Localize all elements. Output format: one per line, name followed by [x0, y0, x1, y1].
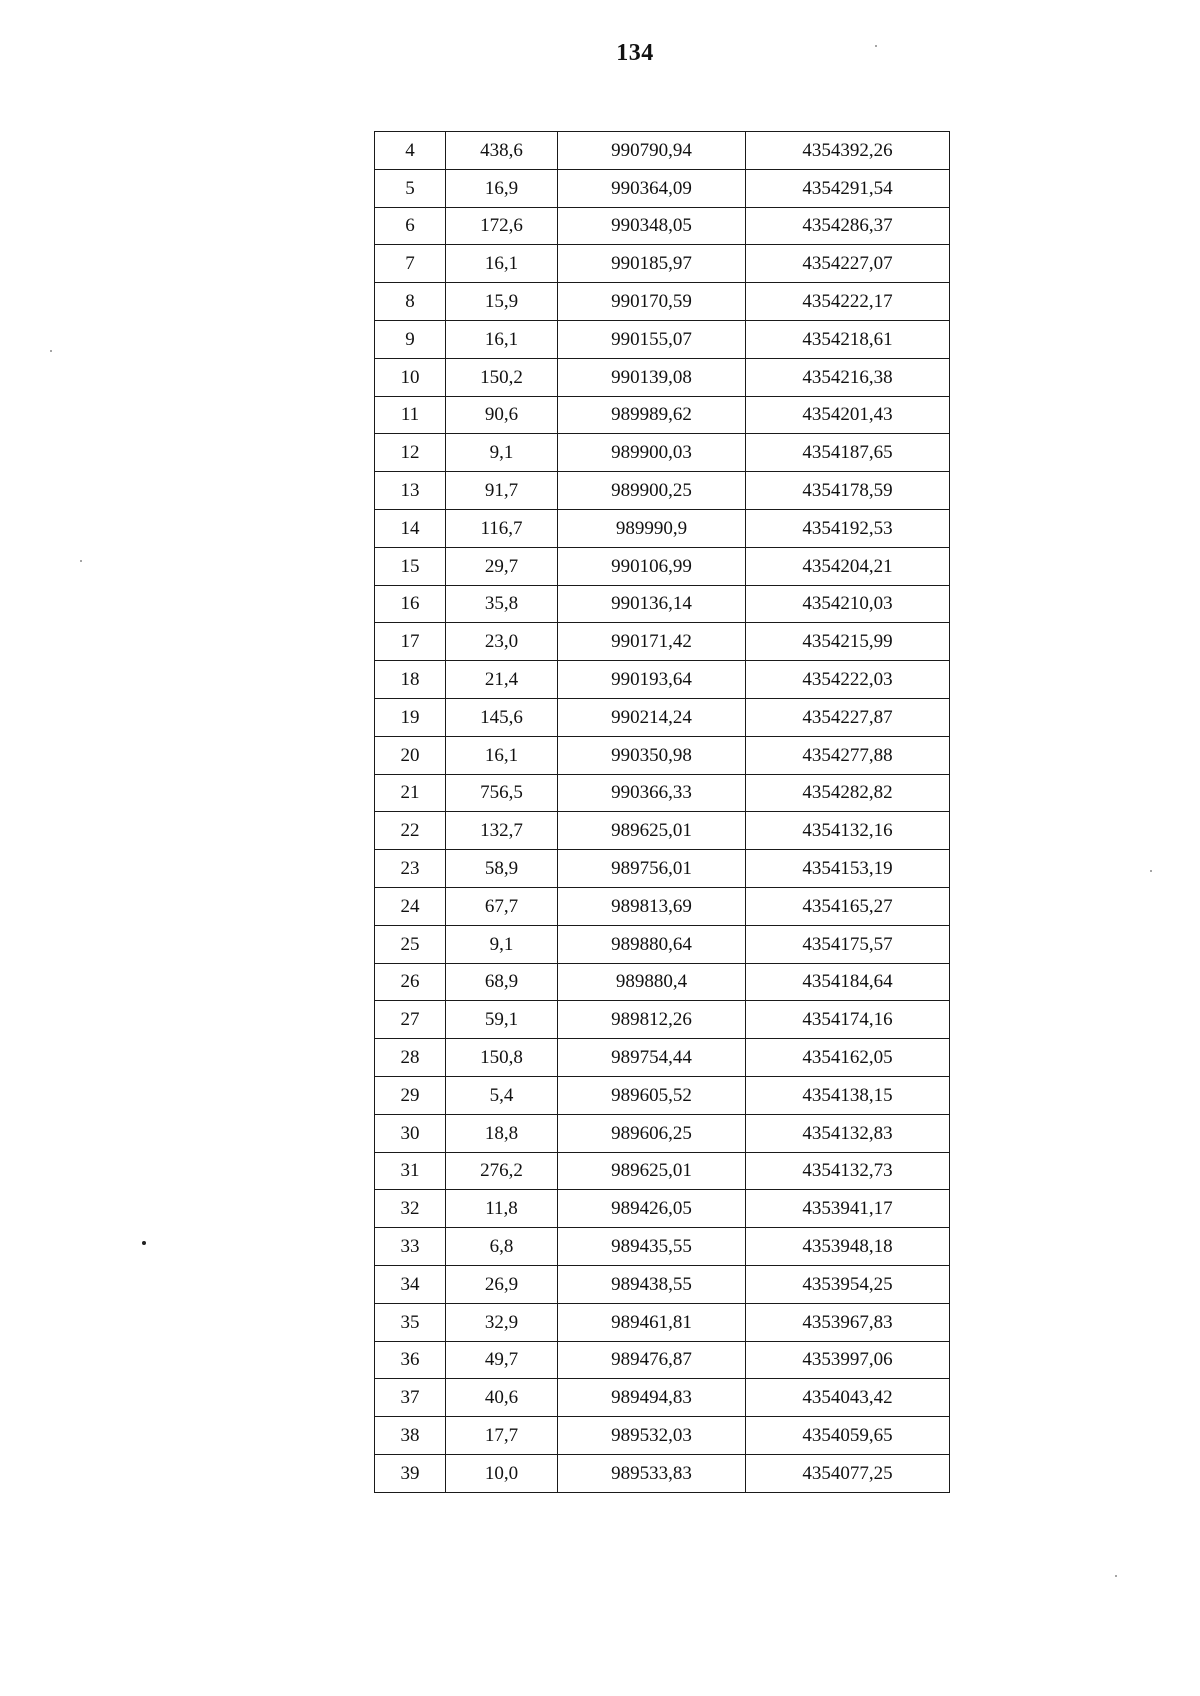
- x-coordinate-cell: 989989,62: [558, 396, 746, 434]
- y-coordinate-cell: 4354153,19: [746, 850, 950, 888]
- x-coordinate-cell: 989880,64: [558, 925, 746, 963]
- x-coordinate-cell: 990171,42: [558, 623, 746, 661]
- row-number-cell: 10: [375, 358, 446, 396]
- x-coordinate-cell: 989494,83: [558, 1379, 746, 1417]
- length-cell: 11,8: [446, 1190, 558, 1228]
- x-coordinate-cell: 990790,94: [558, 132, 746, 170]
- length-cell: 276,2: [446, 1152, 558, 1190]
- length-cell: 172,6: [446, 207, 558, 245]
- x-coordinate-cell: 989532,03: [558, 1417, 746, 1455]
- length-cell: 68,9: [446, 963, 558, 1001]
- length-cell: 49,7: [446, 1341, 558, 1379]
- row-number-cell: 36: [375, 1341, 446, 1379]
- length-cell: 29,7: [446, 547, 558, 585]
- x-coordinate-cell: 989625,01: [558, 1152, 746, 1190]
- y-coordinate-cell: 4354210,03: [746, 585, 950, 623]
- table-row: [375, 1228, 950, 1266]
- row-number-cell: 26: [375, 963, 446, 1001]
- y-coordinate-cell: 4354392,26: [746, 132, 950, 170]
- length-cell: 26,9: [446, 1265, 558, 1303]
- page-number: 134: [616, 40, 654, 66]
- row-number-cell: 15: [375, 547, 446, 585]
- row-number-cell: 11: [375, 396, 446, 434]
- x-coordinate-cell: 990136,14: [558, 585, 746, 623]
- table-row: [375, 1001, 950, 1039]
- x-coordinate-cell: 989880,4: [558, 963, 746, 1001]
- table-row: [375, 812, 950, 850]
- x-coordinate-cell: 989625,01: [558, 812, 746, 850]
- length-cell: 9,1: [446, 925, 558, 963]
- y-coordinate-cell: 4354077,25: [746, 1454, 950, 1492]
- y-coordinate-cell: 4353941,17: [746, 1190, 950, 1228]
- coordinates-table-container: [374, 131, 949, 1493]
- y-coordinate-cell: 4354132,73: [746, 1152, 950, 1190]
- row-number-cell: 33: [375, 1228, 446, 1266]
- length-cell: 16,1: [446, 320, 558, 358]
- y-coordinate-cell: 4354227,87: [746, 698, 950, 736]
- y-coordinate-cell: 4354291,54: [746, 169, 950, 207]
- table-row: [375, 925, 950, 963]
- x-coordinate-cell: 989900,25: [558, 472, 746, 510]
- y-coordinate-cell: 4354215,99: [746, 623, 950, 661]
- x-coordinate-cell: 989812,26: [558, 1001, 746, 1039]
- row-number-cell: 5: [375, 169, 446, 207]
- x-coordinate-cell: 989435,55: [558, 1228, 746, 1266]
- table-row: [375, 774, 950, 812]
- y-coordinate-cell: 4354132,83: [746, 1114, 950, 1152]
- table-row: [375, 1303, 950, 1341]
- length-cell: 9,1: [446, 434, 558, 472]
- table-row: [375, 1152, 950, 1190]
- length-cell: 756,5: [446, 774, 558, 812]
- row-number-cell: 14: [375, 509, 446, 547]
- x-coordinate-cell: 990350,98: [558, 736, 746, 774]
- y-coordinate-cell: 4354175,57: [746, 925, 950, 963]
- x-coordinate-cell: 990214,24: [558, 698, 746, 736]
- row-number-cell: 37: [375, 1379, 446, 1417]
- x-coordinate-cell: 989438,55: [558, 1265, 746, 1303]
- table-row: [375, 207, 950, 245]
- y-coordinate-cell: 4354222,03: [746, 661, 950, 699]
- length-cell: 5,4: [446, 1076, 558, 1114]
- row-number-cell: 16: [375, 585, 446, 623]
- row-number-cell: 24: [375, 887, 446, 925]
- row-number-cell: 6: [375, 207, 446, 245]
- row-number-cell: 7: [375, 245, 446, 283]
- x-coordinate-cell: 989476,87: [558, 1341, 746, 1379]
- length-cell: 16,1: [446, 736, 558, 774]
- row-number-cell: 22: [375, 812, 446, 850]
- y-coordinate-cell: 4354059,65: [746, 1417, 950, 1455]
- row-number-cell: 25: [375, 925, 446, 963]
- row-number-cell: 32: [375, 1190, 446, 1228]
- scan-speck: [875, 45, 877, 47]
- length-cell: 15,9: [446, 283, 558, 321]
- table-row: [375, 1039, 950, 1077]
- x-coordinate-cell: 990139,08: [558, 358, 746, 396]
- y-coordinate-cell: 4354132,16: [746, 812, 950, 850]
- length-cell: 23,0: [446, 623, 558, 661]
- table-row: [375, 887, 950, 925]
- table-row: [375, 434, 950, 472]
- y-coordinate-cell: 4354178,59: [746, 472, 950, 510]
- row-number-cell: 27: [375, 1001, 446, 1039]
- y-coordinate-cell: 4354165,27: [746, 887, 950, 925]
- row-number-cell: 35: [375, 1303, 446, 1341]
- y-coordinate-cell: 4354162,05: [746, 1039, 950, 1077]
- table-row: [375, 850, 950, 888]
- table-row: [375, 1454, 950, 1492]
- length-cell: 59,1: [446, 1001, 558, 1039]
- x-coordinate-cell: 989754,44: [558, 1039, 746, 1077]
- y-coordinate-cell: 4354218,61: [746, 320, 950, 358]
- table-row: [375, 547, 950, 585]
- row-number-cell: 39: [375, 1454, 446, 1492]
- table-row: [375, 585, 950, 623]
- table-row: [375, 320, 950, 358]
- table-row: [375, 1417, 950, 1455]
- coordinates-table: [374, 131, 950, 1493]
- table-row: [375, 661, 950, 699]
- length-cell: 132,7: [446, 812, 558, 850]
- row-number-cell: 9: [375, 320, 446, 358]
- row-number-cell: 34: [375, 1265, 446, 1303]
- length-cell: 91,7: [446, 472, 558, 510]
- x-coordinate-cell: 990155,07: [558, 320, 746, 358]
- length-cell: 35,8: [446, 585, 558, 623]
- table-row: [375, 245, 950, 283]
- table-row: [375, 623, 950, 661]
- y-coordinate-cell: 4354204,21: [746, 547, 950, 585]
- row-number-cell: 20: [375, 736, 446, 774]
- length-cell: 90,6: [446, 396, 558, 434]
- table-row: [375, 396, 950, 434]
- length-cell: 438,6: [446, 132, 558, 170]
- table-row: [375, 169, 950, 207]
- x-coordinate-cell: 989606,25: [558, 1114, 746, 1152]
- y-coordinate-cell: 4354192,53: [746, 509, 950, 547]
- row-number-cell: 31: [375, 1152, 446, 1190]
- row-number-cell: 30: [375, 1114, 446, 1152]
- x-coordinate-cell: 989756,01: [558, 850, 746, 888]
- scan-speck: [1150, 870, 1152, 872]
- x-coordinate-cell: 989461,81: [558, 1303, 746, 1341]
- x-coordinate-cell: 989900,03: [558, 434, 746, 472]
- length-cell: 40,6: [446, 1379, 558, 1417]
- table-body: [375, 132, 950, 1493]
- x-coordinate-cell: 989813,69: [558, 887, 746, 925]
- x-coordinate-cell: 989990,9: [558, 509, 746, 547]
- length-cell: 18,8: [446, 1114, 558, 1152]
- row-number-cell: 21: [375, 774, 446, 812]
- scan-speck: [50, 350, 52, 352]
- row-number-cell: 29: [375, 1076, 446, 1114]
- scan-speck: [1115, 1575, 1117, 1577]
- table-row: [375, 1076, 950, 1114]
- y-coordinate-cell: 4354201,43: [746, 396, 950, 434]
- y-coordinate-cell: 4354138,15: [746, 1076, 950, 1114]
- table-row: [375, 132, 950, 170]
- length-cell: 21,4: [446, 661, 558, 699]
- row-number-cell: 12: [375, 434, 446, 472]
- length-cell: 67,7: [446, 887, 558, 925]
- y-coordinate-cell: 4354184,64: [746, 963, 950, 1001]
- length-cell: 17,7: [446, 1417, 558, 1455]
- x-coordinate-cell: 990185,97: [558, 245, 746, 283]
- x-coordinate-cell: 990193,64: [558, 661, 746, 699]
- length-cell: 6,8: [446, 1228, 558, 1266]
- y-coordinate-cell: 4354174,16: [746, 1001, 950, 1039]
- scan-speck: [142, 1241, 146, 1245]
- y-coordinate-cell: 4353967,83: [746, 1303, 950, 1341]
- row-number-cell: 23: [375, 850, 446, 888]
- length-cell: 116,7: [446, 509, 558, 547]
- y-coordinate-cell: 4353997,06: [746, 1341, 950, 1379]
- row-number-cell: 19: [375, 698, 446, 736]
- length-cell: 32,9: [446, 1303, 558, 1341]
- y-coordinate-cell: 4354187,65: [746, 434, 950, 472]
- y-coordinate-cell: 4354282,82: [746, 774, 950, 812]
- table-row: [375, 509, 950, 547]
- row-number-cell: 28: [375, 1039, 446, 1077]
- y-coordinate-cell: 4354227,07: [746, 245, 950, 283]
- x-coordinate-cell: 989533,83: [558, 1454, 746, 1492]
- length-cell: 150,8: [446, 1039, 558, 1077]
- length-cell: 150,2: [446, 358, 558, 396]
- x-coordinate-cell: 989426,05: [558, 1190, 746, 1228]
- y-coordinate-cell: 4353954,25: [746, 1265, 950, 1303]
- table-row: [375, 358, 950, 396]
- y-coordinate-cell: 4354043,42: [746, 1379, 950, 1417]
- row-number-cell: 38: [375, 1417, 446, 1455]
- table-row: [375, 472, 950, 510]
- table-row: [375, 698, 950, 736]
- y-coordinate-cell: 4354277,88: [746, 736, 950, 774]
- row-number-cell: 13: [375, 472, 446, 510]
- table-row: [375, 963, 950, 1001]
- length-cell: 16,1: [446, 245, 558, 283]
- y-coordinate-cell: 4354286,37: [746, 207, 950, 245]
- length-cell: 16,9: [446, 169, 558, 207]
- x-coordinate-cell: 990106,99: [558, 547, 746, 585]
- y-coordinate-cell: 4354216,38: [746, 358, 950, 396]
- y-coordinate-cell: 4354222,17: [746, 283, 950, 321]
- row-number-cell: 8: [375, 283, 446, 321]
- length-cell: 145,6: [446, 698, 558, 736]
- x-coordinate-cell: 989605,52: [558, 1076, 746, 1114]
- row-number-cell: 17: [375, 623, 446, 661]
- row-number-cell: 4: [375, 132, 446, 170]
- length-cell: 58,9: [446, 850, 558, 888]
- table-row: [375, 1341, 950, 1379]
- table-row: [375, 283, 950, 321]
- x-coordinate-cell: 990366,33: [558, 774, 746, 812]
- row-number-cell: 18: [375, 661, 446, 699]
- table-row: [375, 736, 950, 774]
- x-coordinate-cell: 990364,09: [558, 169, 746, 207]
- scan-speck: [80, 560, 82, 562]
- table-row: [375, 1114, 950, 1152]
- table-row: [375, 1190, 950, 1228]
- x-coordinate-cell: 990170,59: [558, 283, 746, 321]
- y-coordinate-cell: 4353948,18: [746, 1228, 950, 1266]
- length-cell: 10,0: [446, 1454, 558, 1492]
- table-row: [375, 1379, 950, 1417]
- table-row: [375, 1265, 950, 1303]
- x-coordinate-cell: 990348,05: [558, 207, 746, 245]
